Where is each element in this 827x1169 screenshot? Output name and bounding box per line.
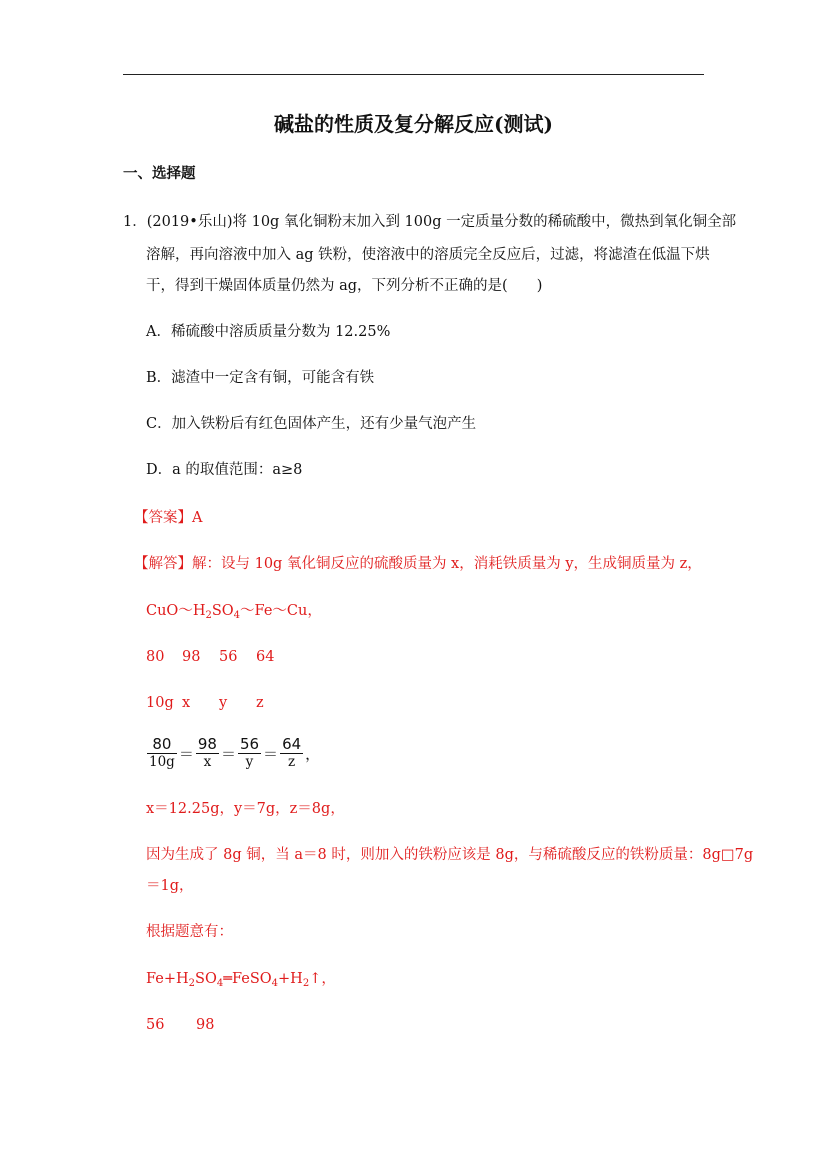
unknown-value: z: [256, 695, 264, 711]
mass-row-2: [146, 1015, 214, 1035]
chain-part: CuO～H: [146, 603, 206, 619]
reaction-sub: 4: [216, 978, 224, 989]
fraction-denominator: y: [245, 754, 254, 770]
mass-value: 56: [219, 649, 238, 665]
answer-value: A: [192, 510, 203, 526]
unknown-value: x: [182, 695, 191, 711]
answer-tag: 【答案】: [134, 510, 192, 526]
fraction-numerator: 64: [282, 735, 302, 753]
mass-value: 98: [196, 1017, 215, 1033]
reaction-part: ═FeSO: [223, 971, 272, 987]
reaction-sub: 2: [188, 978, 196, 989]
unknown-row: [146, 693, 264, 713]
question-line-1: 1．(2019•乐山)将 10g 氧化铜粉末加入到 100g 一定质量分数的稀硫酸中，微热到氧化铜全部: [123, 214, 737, 230]
chain-sub: 4: [233, 610, 241, 621]
reason-line-2: ＝1g，: [146, 878, 194, 894]
fraction: [147, 736, 177, 771]
reaction-sub: 4: [271, 978, 279, 989]
question-line-3: 干，得到干燥固体质量仍然为 ag，下列分析不正确的是( ): [146, 278, 543, 294]
fraction: [238, 736, 261, 771]
fraction-denominator: z: [288, 754, 296, 770]
mass-value: 64: [256, 649, 275, 665]
fraction-denominator: 10g: [149, 754, 175, 770]
chain-part: SO: [211, 603, 234, 619]
solution-tag: 【解答】: [134, 556, 192, 572]
chain-sub: 2: [205, 610, 212, 621]
reason-line-1: 因为生成了 8g 铜，当 a＝8 时，则加入的铁粉应该是 8g，与稀硫酸反应的铁粉质量：8g□7g: [146, 847, 754, 863]
mass-value: 98: [182, 649, 201, 665]
header-rule: [123, 74, 704, 75]
mass-value: 80: [146, 649, 165, 665]
fraction-numerator: 80: [147, 736, 177, 754]
option-b: B．滤渣中一定含有铜，可能含有铁: [146, 370, 375, 386]
reaction-part: +H: [278, 971, 303, 987]
reaction-sub: 2: [302, 978, 310, 989]
fraction: [280, 736, 303, 771]
reaction-part: ↑，: [309, 971, 336, 987]
solution-intro: 解：设与 10g 氧化铜反应的硫酸质量为 x，消耗铁质量为 y，生成铜质量为 z，: [192, 556, 702, 572]
solution-line-1: [134, 554, 702, 574]
page-title: 碱盐的性质及复分解反应(测试): [274, 112, 553, 136]
fraction-numerator: 98: [197, 735, 217, 753]
equals-sign: ＝: [263, 745, 279, 763]
unknown-value: y: [219, 695, 228, 711]
fraction-denominator: x: [203, 754, 212, 770]
section-heading: 一、选择题: [123, 165, 196, 182]
according-line: 根据题意有：: [146, 924, 233, 940]
reaction-equation: [146, 969, 336, 989]
reaction-part: Fe+H: [146, 971, 189, 987]
option-d: D．a 的取值范围：a≥8: [146, 462, 303, 478]
proportion-equation: [146, 736, 321, 771]
option-a: A．稀硫酸中溶质质量分数为 12.25%: [146, 324, 391, 340]
answer-line: [134, 508, 202, 528]
fraction-tail: ，: [305, 745, 321, 763]
equals-sign: ＝: [178, 745, 194, 763]
results-line: x＝12.25g，y＝7g，z＝8g，: [146, 801, 345, 817]
reaction-part: SO: [195, 971, 217, 987]
mass-value: 56: [146, 1017, 165, 1033]
unknown-value: 10g: [146, 695, 174, 711]
fraction-numerator: 56: [239, 735, 260, 753]
relation-chain: [146, 601, 322, 621]
mass-row: [146, 647, 274, 667]
chain-part: ～Fe～Cu，: [240, 603, 322, 619]
equals-sign: ＝: [220, 745, 236, 763]
question-line-2: 溶解，再向溶液中加入 ag 铁粉，使溶液中的溶质完全反应后，过滤，将滤渣在低温下烘: [146, 247, 710, 263]
fraction: [196, 736, 219, 771]
option-c: C．加入铁粉后有红色固体产生，还有少量气泡产生: [146, 416, 477, 432]
